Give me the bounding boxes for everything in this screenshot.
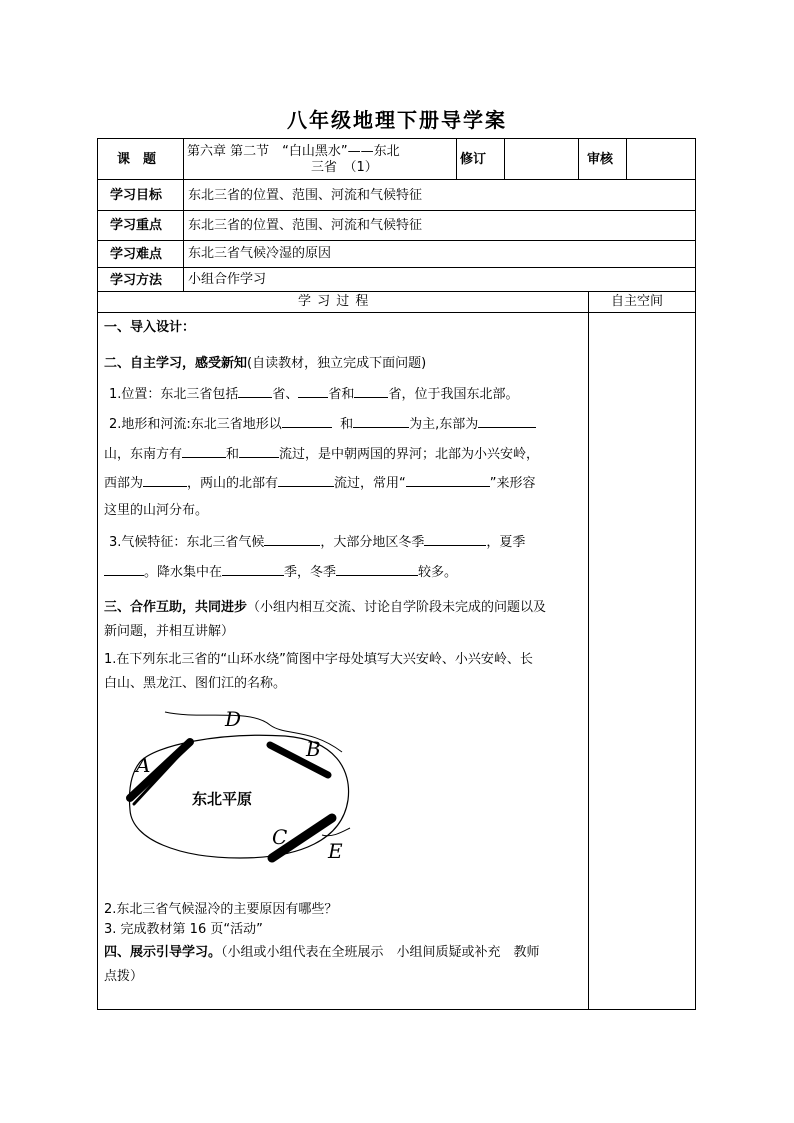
revise-label: 修订 — [460, 152, 487, 167]
document-title: 八年级地理下册导学案 — [287, 108, 507, 132]
blank[interactable] — [239, 445, 279, 458]
question-1: 1.位置：东北三省包括 省、 省和 省，位于我国东北部。 — [109, 387, 519, 402]
task-1-line2: 白山、黑龙江、图们江的名称。 — [104, 676, 287, 691]
blank[interactable] — [222, 563, 284, 576]
section-cooperation-line2: 新问题，并相互讲解） — [104, 624, 235, 639]
blank[interactable] — [298, 385, 328, 398]
blank[interactable] — [424, 533, 486, 546]
map-letter-b: B — [306, 737, 321, 761]
task-1-line1: 1.在下列东北三省的“山环水绕”简图中字母处填写大兴安岭、小兴安岭、长 — [104, 652, 533, 667]
question-2-line4: 这里的山河分布。 — [104, 503, 209, 518]
review-label: 审核 — [587, 152, 614, 167]
blank[interactable] — [406, 474, 490, 487]
row-label-difficulty: 学习难点 — [110, 247, 163, 262]
topic-line1: 第六章 第二节 “白山黑水”——东北 — [187, 144, 400, 159]
section-showcase-line2: 点拨） — [104, 969, 144, 984]
blank[interactable] — [238, 385, 272, 398]
blank[interactable] — [182, 445, 226, 458]
question-3-line1: 3.气候特征：东北三省气候 ，大部分地区冬季 ，夏季 — [109, 535, 526, 550]
section-showcase: 四、展示引导学习。（小组或小组代表在全班展示 小组间质疑或补充 教师 — [104, 945, 540, 960]
row-value-focus: 东北三省的位置、范围、河流和气候特征 — [188, 218, 423, 233]
section-self-study: 二、自主学习，感受新知(自读教材，独立完成下面问题) — [104, 356, 427, 371]
map-letter-e: E — [328, 839, 343, 863]
row-value-difficulty: 东北三省气候冷湿的原因 — [188, 246, 332, 261]
task-2: 2.东北三省气候湿冷的主要原因有哪些？ — [104, 902, 338, 917]
question-3-line2: 。降水集中在 季，冬季 较多。 — [104, 563, 457, 581]
process-header: 学 习 过 程 — [298, 294, 370, 309]
question-2-line2: 山，东南方有 和 流过，是中朝两国的界河；北部为小兴安岭， — [104, 447, 540, 462]
row-label-method: 学习方法 — [110, 273, 163, 288]
blank[interactable] — [278, 474, 334, 487]
row-label-focus: 学习重点 — [110, 218, 163, 233]
row-label-goal: 学习目标 — [110, 188, 163, 203]
side-header: 自主空间 — [611, 294, 664, 309]
blank[interactable] — [143, 474, 187, 487]
question-2-line1: 2.地形和河流:东北三省地形以 和 为主,东部为 — [109, 415, 536, 433]
blank[interactable] — [354, 385, 388, 398]
section-intro: 一、导入设计： — [104, 320, 196, 335]
blank[interactable] — [282, 415, 332, 428]
blank[interactable] — [353, 415, 409, 428]
map-letter-a: A — [136, 753, 151, 777]
topic-line2: 三省 （1） — [311, 160, 378, 175]
map-letter-d: D — [225, 707, 242, 731]
northeast-map-sketch — [110, 700, 360, 870]
blank[interactable] — [264, 533, 320, 546]
map-plain-label: 东北平原 — [192, 790, 253, 808]
blank[interactable] — [104, 563, 144, 576]
topic-label: 课 题 — [117, 152, 157, 167]
map-letter-c: C — [272, 825, 288, 849]
row-value-method: 小组合作学习 — [188, 272, 267, 287]
section-cooperation: 三、合作互助，共同进步（小组内相互交流、讨论自学阶段未完成的问题以及 — [104, 600, 547, 615]
blank[interactable] — [336, 563, 418, 576]
question-2-line3: 西部为 ，两山的北部有 流过，常用“ ”来形容 — [104, 476, 536, 491]
task-3: 3. 完成教材第 16 页“活动” — [104, 922, 263, 937]
river-e-line — [322, 828, 350, 836]
blank[interactable] — [478, 415, 536, 428]
row-value-goal: 东北三省的位置、范围、河流和气候特征 — [188, 188, 423, 203]
